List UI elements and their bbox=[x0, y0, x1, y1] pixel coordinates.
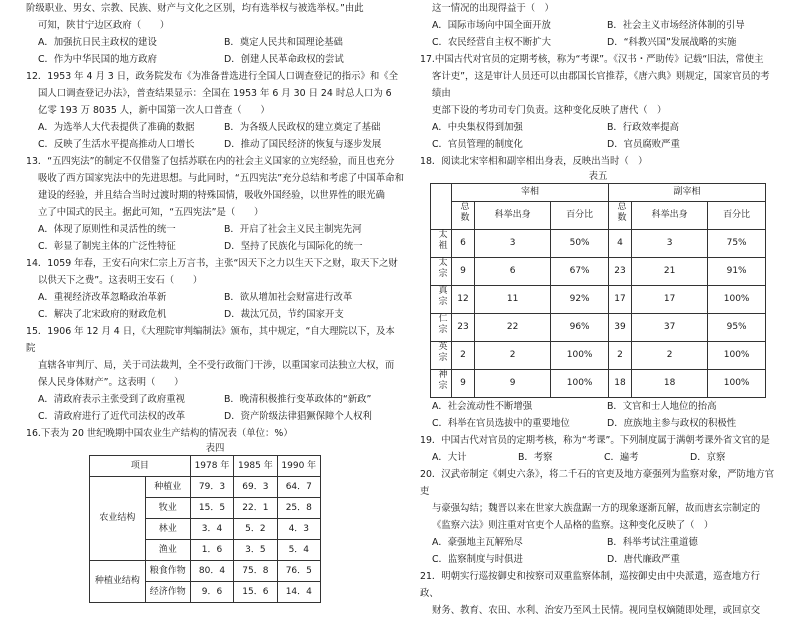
table-cell: 4．3 bbox=[277, 519, 320, 540]
table-5-row-label: 真宗 bbox=[436, 285, 447, 307]
question-14-stem bbox=[26, 255, 404, 289]
q20-line-3: 《监察六法》则注重对官吏个人品格的监察。这种变化反映了（ ） bbox=[432, 520, 714, 531]
question-19-options bbox=[420, 449, 776, 466]
table-cell: 75．8 bbox=[234, 561, 277, 582]
table-cell: 5．2 bbox=[234, 519, 277, 540]
table-cell: 100% bbox=[551, 342, 609, 370]
table-5-title: 表五 bbox=[588, 171, 608, 182]
left-column bbox=[26, 0, 404, 603]
q16-option-b: B．社会主义市场经济体制的引导 bbox=[607, 20, 745, 31]
q11-option-b: B．奠定人民共和国理论基础 bbox=[224, 37, 343, 48]
table-cell: 39 bbox=[608, 314, 631, 342]
table-cell: 69．3 bbox=[234, 477, 277, 498]
q14-line-2: 以供天下之费”。这表明王安石（ ） bbox=[38, 275, 203, 286]
table-4 bbox=[89, 455, 321, 603]
q21-line-1: 21．明朝实行巡按御史和按察司双重监察体制，巡按御史由中央派遣，巡查地方行政、 bbox=[420, 571, 761, 599]
q19-option-c: C．遍考 bbox=[604, 452, 639, 463]
q14-line-1: 14．1059 年春，王安石向宋仁宗上万言书，主张“因天下之力以生天下之财，取天下之财 bbox=[26, 258, 398, 269]
table-5-sub-header: 总数 bbox=[615, 201, 626, 223]
q17-option-c: C．官员管理的制度化 bbox=[432, 139, 523, 150]
table-5-corner-cell bbox=[431, 184, 452, 230]
table-cell: 2 bbox=[452, 342, 475, 370]
q15-option-c: C．清政府进行了近代司法权的改革 bbox=[38, 411, 186, 422]
table-4-header-cell: 1978 年 bbox=[190, 456, 233, 477]
question-11-options bbox=[26, 34, 404, 68]
question-17-stem bbox=[420, 51, 776, 119]
table-5-group-header: 副宰相 bbox=[608, 184, 765, 202]
table-4-header-cell: 项目 bbox=[90, 456, 191, 477]
question-12-stem bbox=[26, 68, 404, 119]
table-4-header-cell: 1985 年 bbox=[234, 456, 277, 477]
table-4-group-label: 农业结构 bbox=[90, 477, 146, 561]
question-20-options bbox=[420, 534, 776, 568]
q17-option-d: D．官员腐败严重 bbox=[607, 139, 680, 150]
table-cell: 18 bbox=[608, 370, 631, 398]
q13-option-d: D．坚持了民族化与国际化的统一 bbox=[224, 241, 363, 252]
q12-line-3: 亿零 193 万 8035 人，新中国第一次人口普查（ ） bbox=[38, 105, 270, 116]
table-cell: 9 bbox=[452, 370, 475, 398]
question-19-stem: 19．中国古代对官员的定期考核，称为“考课”。下列制度属于满朝考课外省文官的是 bbox=[420, 435, 770, 446]
table-cell: 1．6 bbox=[190, 540, 233, 561]
q12-option-d: D．推动了国民经济的恢复与逐步发展 bbox=[224, 139, 382, 150]
table-4-row-label: 渔业 bbox=[145, 540, 190, 561]
q16-option-a: A．国际市场向中国全面开放 bbox=[432, 20, 551, 31]
table-cell: 23 bbox=[452, 314, 475, 342]
q12-option-b: B．为各级人民政权的建立奠定了基础 bbox=[224, 122, 381, 133]
q16-option-d: D．“科教兴国”发展战略的实施 bbox=[607, 37, 737, 48]
table-cell: 3．4 bbox=[190, 519, 233, 540]
table-cell: 5．4 bbox=[277, 540, 320, 561]
q18-option-b: B．文官和士人地位的抬高 bbox=[607, 401, 717, 412]
q12-line-1: 12．1953 年 4 月 3 日，政务院发布《为准备普选进行全国人口调查登记的指示》和《全 bbox=[26, 71, 398, 82]
question-17-options bbox=[420, 119, 776, 153]
table-4-row-label: 粮食作物 bbox=[145, 561, 190, 582]
table-cell: 6 bbox=[475, 258, 551, 286]
table-4-title: 表四 bbox=[205, 443, 225, 454]
q11-option-d: D．创建人民革命政权的尝试 bbox=[224, 54, 344, 65]
table-cell: 25．8 bbox=[277, 498, 320, 519]
q15-option-a: A．清政府表示主张受到了政府重视 bbox=[38, 394, 186, 405]
table-cell: 100% bbox=[708, 286, 766, 314]
q18-option-a: A．社会流动性不断增强 bbox=[432, 401, 533, 412]
table-5-sub-header-row bbox=[431, 202, 766, 230]
table-cell: 4 bbox=[608, 230, 631, 258]
q21-line-2: 财务、教育、农田、水利、治安乃至风土民情。视同皇权嫡随即处理，或回京交 bbox=[432, 605, 761, 616]
table-cell: 9 bbox=[452, 258, 475, 286]
table-cell: 67% bbox=[551, 258, 609, 286]
table-row bbox=[431, 370, 766, 398]
table-5-sub-header: 科举出身 bbox=[475, 202, 551, 230]
q15-line-3: 保人民身体财产”。这表明（ ） bbox=[38, 377, 184, 388]
table-cell: 2 bbox=[475, 342, 551, 370]
q20-line-2: 与豪强勾结；魏晋以来在世家大族盘踞一方的现象逐渐瓦解，故而唐玄宗制定的 bbox=[432, 503, 761, 514]
q11-line-1: 阶级职业、男女、宗教、民族、财产与文化之区别，均有选举权与被选举权。”由此 bbox=[26, 3, 364, 14]
table-5-group-header-row bbox=[431, 184, 766, 202]
table-row bbox=[431, 286, 766, 314]
table-cell: 22．1 bbox=[234, 498, 277, 519]
table-cell: 37 bbox=[631, 314, 707, 342]
table-5 bbox=[430, 183, 766, 398]
q17-option-a: A．中央集权得到加强 bbox=[432, 122, 523, 133]
table-4-row-label: 林业 bbox=[145, 519, 190, 540]
table-cell: 64．7 bbox=[277, 477, 320, 498]
table-cell: 92% bbox=[551, 286, 609, 314]
q13-line-2: 吸收了西方国家宪法中的先进思想。与此同时，“五四宪法”充分总结和考虑了中国革命和 bbox=[38, 173, 404, 184]
table-cell: 22 bbox=[475, 314, 551, 342]
table-4-row-label: 经济作物 bbox=[145, 582, 190, 603]
table-4-header-row bbox=[90, 456, 321, 477]
question-13-stem bbox=[26, 153, 404, 221]
q13-line-4: 立了中国式的民主。据此可知，“五四宪法”是（ ） bbox=[38, 207, 264, 218]
q13-option-b: B．开启了社会主义民主制宪先河 bbox=[224, 224, 362, 235]
right-column bbox=[420, 0, 776, 619]
q18-option-c: C．科举在官员选拔中的重要地位 bbox=[432, 418, 570, 429]
q17-option-b: B．行政效率提高 bbox=[607, 122, 680, 133]
question-12-options bbox=[26, 119, 404, 153]
table-cell: 100% bbox=[551, 370, 609, 398]
q20-line-1: 20．汉武帝制定《刺史六条》，将二千石的官吏及地方豪强列为监察对象，严防地方官吏 bbox=[420, 469, 775, 497]
table-cell: 2 bbox=[608, 342, 631, 370]
q13-option-a: A．体现了原则性和灵活性的统一 bbox=[38, 224, 176, 235]
q14-option-b: B．欲从增加社会财富进行改革 bbox=[224, 292, 353, 303]
table-cell: 80．4 bbox=[190, 561, 233, 582]
q15-line-2: 直辖各审判厅、局，关于司法裁判，全不受行政衙门干涉，以重国家司法独立大权，而 bbox=[38, 360, 395, 371]
table-cell: 76．5 bbox=[277, 561, 320, 582]
question-18-options bbox=[420, 398, 776, 432]
table-row bbox=[431, 230, 766, 258]
question-16-stem: 16.下表为 20 世纪晚期中国农业生产结构的情况表（单位：%） bbox=[26, 428, 293, 439]
question-14-options bbox=[26, 289, 404, 323]
q15-option-b: B．晚清积极推行变革政体的“新政” bbox=[224, 394, 372, 405]
table-row bbox=[90, 477, 321, 498]
table-4-header-cell: 1990 年 bbox=[277, 456, 320, 477]
question-13-options bbox=[26, 221, 404, 255]
q15-option-d: D．资产阶级法律猖獗保障个人权利 bbox=[224, 411, 372, 422]
question-20-stem bbox=[420, 466, 776, 534]
table-5-row-label: 太祖 bbox=[436, 229, 447, 251]
table-cell: 11 bbox=[475, 286, 551, 314]
question-16-options bbox=[420, 17, 776, 51]
q19-option-a: A．大计 bbox=[432, 452, 467, 463]
q14-option-d: D．裁汰冗员，节约国家开支 bbox=[224, 309, 344, 320]
q19-option-b: B．考察 bbox=[518, 452, 553, 463]
table-cell: 17 bbox=[631, 286, 707, 314]
table-cell: 95% bbox=[708, 314, 766, 342]
q17-line-1: 17.中国古代对官员的定期考核，称为“考课”。《汉书・严助传》记载“旧法，常使主 bbox=[420, 54, 764, 65]
question-16-tail: 这一情况的出现得益于（ ） bbox=[432, 3, 554, 14]
table-cell: 50% bbox=[551, 230, 609, 258]
table-cell: 91% bbox=[708, 258, 766, 286]
table-row bbox=[431, 314, 766, 342]
table-5-sub-header: 百分比 bbox=[551, 202, 609, 230]
q13-option-c: C．彰显了制宪主体的广泛性特征 bbox=[38, 241, 176, 252]
q19-option-d: D．京察 bbox=[690, 452, 726, 463]
q17-line-2: 客计吏”，这是审计人员还可以由郡国长官推荐，《唐六典》则规定，国家官员的考绩由 bbox=[432, 71, 770, 99]
table-cell: 3 bbox=[475, 230, 551, 258]
table-5-row-label: 仁宗 bbox=[436, 313, 447, 335]
table-5-sub-header: 总数 bbox=[458, 201, 469, 223]
table-5-row-label: 英宗 bbox=[436, 341, 447, 363]
q11-line-2: 可知，陕甘宁边区政府（ ） bbox=[38, 20, 170, 31]
question-11-stem bbox=[26, 0, 404, 34]
table-cell: 23 bbox=[608, 258, 631, 286]
table-cell: 100% bbox=[708, 370, 766, 398]
question-18-stem: 18．阅读北宋宰相和副宰相出身表，反映出当时（ ） bbox=[420, 156, 648, 167]
q20-option-c: C．监察制度与时俱进 bbox=[432, 554, 523, 565]
table-row bbox=[431, 258, 766, 286]
q20-option-d: D．唐代廉政严重 bbox=[607, 554, 680, 565]
table-cell: 18 bbox=[631, 370, 707, 398]
question-15-options bbox=[26, 391, 404, 425]
table-cell: 9 bbox=[475, 370, 551, 398]
q20-option-b: B．科举考试注重道德 bbox=[607, 537, 698, 548]
table-cell: 2 bbox=[631, 342, 707, 370]
table-5-sub-header: 科举出身 bbox=[631, 202, 707, 230]
q11-option-a: A．加强抗日民主政权的建设 bbox=[38, 37, 157, 48]
q12-line-2: 国人口调查登记办法》，普查结果显示：全国在 1953 年 6 月 30 日 24 时总人口为 6 bbox=[38, 88, 392, 99]
q12-option-c: C．反映了生活水平提高推动人口增长 bbox=[38, 139, 195, 150]
table-cell: 96% bbox=[551, 314, 609, 342]
q11-option-c: C．作为中华民国的地方政府 bbox=[38, 54, 158, 65]
table-row bbox=[431, 342, 766, 370]
table-cell: 3．5 bbox=[234, 540, 277, 561]
table-cell: 79．3 bbox=[190, 477, 233, 498]
q13-line-1: 13．“五四宪法”的制定不仅借鉴了包括苏联在内的社会主义国家的立宪经验，而且也充分 bbox=[26, 156, 395, 167]
table-cell: 17 bbox=[608, 286, 631, 314]
table-row bbox=[90, 561, 321, 582]
table-cell: 14．4 bbox=[277, 582, 320, 603]
q17-line-3: 吏部下设的考功司专门负责。这种变化反映了唐代（ ） bbox=[432, 105, 667, 116]
table-4-group-label: 种植业结构 bbox=[90, 561, 146, 603]
q14-option-a: A．重视经济改革忽略政治革新 bbox=[38, 292, 167, 303]
table-cell: 15．6 bbox=[234, 582, 277, 603]
table-4-row-label: 种植业 bbox=[145, 477, 190, 498]
table-4-row-label: 牧业 bbox=[145, 498, 190, 519]
q15-line-1: 15．1906 年 12 月 4 日，《大理院审判编制法》颁布，其中规定，“自大理院以下，及本院 bbox=[26, 326, 395, 354]
table-cell: 9．6 bbox=[190, 582, 233, 603]
table-5-row-label: 太宗 bbox=[436, 257, 447, 279]
q13-line-3: 建设的经验，并且结合当时过渡时期的特殊国情，吸收外国经验，以世界性的眼光确 bbox=[38, 190, 385, 201]
q20-option-a: A．豪强地主瓦解殆尽 bbox=[432, 537, 523, 548]
table-cell: 12 bbox=[452, 286, 475, 314]
table-cell: 21 bbox=[631, 258, 707, 286]
question-21-stem bbox=[420, 568, 776, 619]
table-cell: 3 bbox=[631, 230, 707, 258]
q12-option-a: A．为选举人大代表提供了准确的数据 bbox=[38, 122, 195, 133]
table-cell: 6 bbox=[452, 230, 475, 258]
q18-option-d: D．庶族地主参与政权的积极性 bbox=[607, 418, 737, 429]
table-cell: 15．5 bbox=[190, 498, 233, 519]
table-5-row-label: 神宗 bbox=[436, 369, 447, 391]
table-5-group-header: 宰相 bbox=[452, 184, 609, 202]
q16-option-c: C．农民经营自主权不断扩大 bbox=[432, 37, 552, 48]
table-5-sub-header: 百分比 bbox=[708, 202, 766, 230]
q14-option-c: C．解决了北宋政府的财政危机 bbox=[38, 309, 167, 320]
table-cell: 100% bbox=[708, 342, 766, 370]
question-15-stem bbox=[26, 323, 404, 391]
table-cell: 75% bbox=[708, 230, 766, 258]
